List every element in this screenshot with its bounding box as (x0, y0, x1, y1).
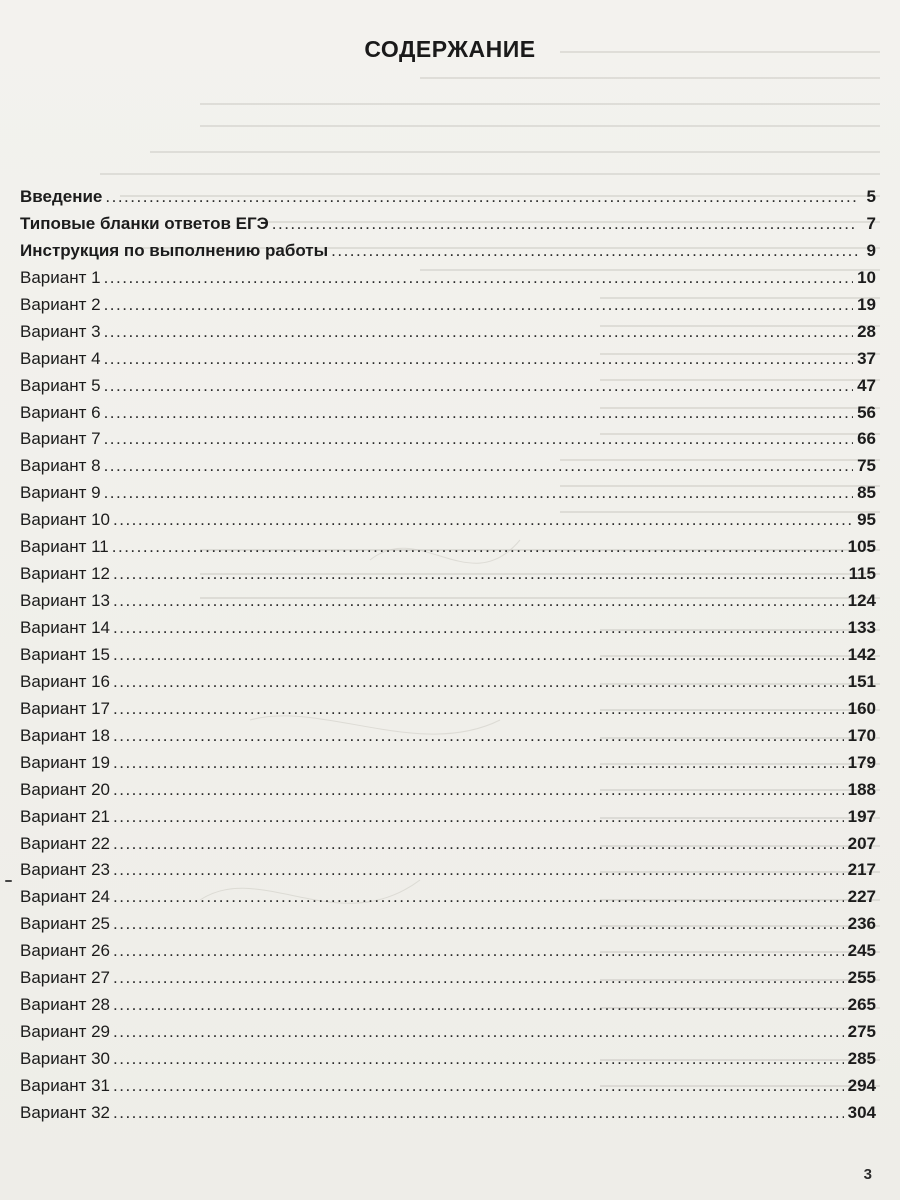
toc-entry-label: Инструкция по выполнению работы (20, 240, 329, 260)
toc-entry (20, 561, 876, 588)
toc-entry-page: 304 (847, 1102, 876, 1122)
toc-entry (20, 696, 876, 723)
dot-leader (113, 857, 844, 884)
toc-entry (20, 992, 876, 1019)
toc-entry-page: 5 (866, 187, 876, 206)
dot-leader (104, 453, 854, 480)
dot-leader (331, 238, 858, 265)
dot-leader (104, 373, 854, 400)
dot-leader (113, 561, 845, 588)
toc-entry (20, 507, 876, 534)
toc-entry-page: 56 (857, 402, 876, 422)
dot-leader (113, 911, 844, 938)
toc-entry-label: Вариант 3 (20, 321, 101, 341)
dot-leader (104, 265, 854, 292)
toc-entry-label: Вариант 6 (20, 402, 101, 422)
toc-entry (20, 884, 876, 911)
toc-entry (20, 480, 876, 507)
dot-leader (104, 319, 854, 346)
dot-leader (113, 1046, 844, 1073)
dot-leader (113, 642, 844, 669)
toc-entry-page: 19 (857, 294, 876, 314)
toc-entry-page: 217 (847, 860, 876, 880)
toc-entry (20, 669, 876, 696)
dot-leader (104, 480, 854, 507)
toc-entry-page: 28 (857, 321, 876, 341)
dot-leader (113, 965, 844, 992)
toc-entry-label: Вариант 9 (20, 483, 101, 503)
toc-entry-page: 124 (847, 591, 876, 611)
dot-leader (112, 534, 844, 561)
toc-entry (20, 723, 876, 750)
toc-entry-page: 227 (847, 887, 876, 907)
toc-entry-page: 133 (847, 618, 876, 637)
toc-entry (20, 1019, 876, 1046)
toc-entry-page: 265 (847, 995, 876, 1015)
toc-entry (20, 265, 876, 292)
toc-entry-label: Вариант 26 (20, 941, 111, 961)
dot-leader (104, 426, 854, 453)
toc-entry-page: 105 (847, 537, 876, 557)
toc-entry (20, 426, 876, 453)
dot-leader (104, 346, 854, 373)
toc-entry (20, 211, 876, 238)
toc-entry-label: Вариант 30 (20, 1049, 111, 1068)
toc-entry-label: Вариант 28 (20, 995, 111, 1015)
toc-entry (20, 1073, 876, 1100)
toc-entry-label: Вариант 1 (20, 267, 101, 287)
toc-entry-page: 188 (847, 779, 876, 799)
toc-entry (20, 911, 876, 938)
toc-entry-page: 207 (847, 833, 876, 853)
page-number: 3 (863, 1166, 872, 1183)
toc-entry (20, 184, 876, 211)
toc-entry-label: Вариант 31 (20, 1075, 111, 1095)
dot-leader (272, 211, 858, 238)
dot-leader (113, 1100, 844, 1127)
toc-entry-page: 142 (847, 644, 876, 664)
toc-entry-page: 179 (847, 752, 876, 772)
page-title: СОДЕРЖАНИЕ (364, 36, 536, 62)
dot-leader (113, 777, 844, 804)
toc-entry-page: 160 (847, 698, 876, 718)
toc-entry-label: Вариант 13 (20, 591, 111, 611)
toc-entry (20, 346, 876, 373)
toc-entry (20, 857, 876, 884)
toc-entry-label: Вариант 25 (20, 914, 111, 934)
toc-entry-label: Вариант 11 (20, 537, 109, 557)
dot-leader (105, 184, 858, 211)
toc-entry-page: 37 (857, 348, 876, 368)
toc-entry (20, 238, 876, 265)
print-speck (5, 880, 12, 882)
toc-entry-label: Вариант 15 (20, 644, 111, 664)
toc-entry (20, 319, 876, 346)
toc-entry-page: 7 (866, 213, 876, 233)
toc-entry-label: Вариант 19 (20, 752, 111, 772)
toc-entry-page: 245 (847, 941, 876, 961)
toc-entry-page: 66 (857, 429, 876, 449)
toc-entry-page: 115 (848, 564, 876, 584)
toc-entry-page: 9 (866, 240, 876, 260)
table-of-contents (20, 184, 876, 1127)
toc-entry-label: Вариант 4 (20, 348, 101, 368)
toc-entry (20, 777, 876, 804)
toc-entry (20, 1100, 876, 1127)
toc-entry-label: Вариант 23 (20, 860, 111, 880)
dot-leader (113, 831, 844, 858)
toc-entry-label: Вариант 27 (20, 968, 111, 988)
toc-entry-page: 285 (847, 1049, 876, 1068)
dot-leader (113, 1073, 844, 1100)
toc-entry (20, 534, 876, 561)
toc-entry-label: Вариант 32 (20, 1102, 111, 1122)
toc-entry-page: 170 (847, 725, 876, 745)
toc-entry (20, 615, 876, 642)
toc-entry-label: Вариант 12 (20, 564, 111, 584)
toc-entry-page: 95 (857, 510, 876, 530)
toc-entry (20, 1046, 876, 1073)
toc-entry-label: Вариант 14 (20, 618, 111, 637)
dot-leader (113, 804, 844, 831)
toc-entry (20, 804, 876, 831)
dot-leader (113, 669, 844, 696)
dot-leader (104, 400, 854, 427)
toc-entry-page: 85 (857, 483, 876, 503)
dot-leader (113, 750, 844, 777)
toc-entry-label: Вариант 21 (20, 806, 111, 826)
toc-entry-label: Вариант 17 (20, 698, 111, 718)
toc-entry-page: 47 (857, 375, 876, 395)
toc-entry-label: Вариант 5 (20, 375, 101, 395)
toc-entry-page: 151 (847, 671, 876, 691)
toc-entry (20, 750, 876, 777)
toc-entry-label: Вариант 20 (20, 779, 111, 799)
toc-entry (20, 938, 876, 965)
dot-leader (113, 1019, 844, 1046)
toc-entry-label: Вариант 8 (20, 456, 101, 476)
toc-entry-page: 275 (847, 1022, 876, 1042)
toc-entry-page: 236 (847, 914, 876, 934)
dot-leader (113, 615, 844, 642)
toc-entry-page: 75 (857, 456, 876, 476)
dot-leader (113, 992, 844, 1019)
toc-entry-label: Вариант 18 (20, 725, 111, 745)
dot-leader (113, 588, 844, 615)
toc-entry-label: Вариант 22 (20, 833, 111, 853)
toc-entry (20, 642, 876, 669)
toc-entry (20, 453, 876, 480)
toc-entry (20, 292, 876, 319)
toc-entry-page: 255 (847, 968, 876, 988)
dot-leader (104, 292, 854, 319)
dot-leader (113, 938, 844, 965)
toc-entry-page: 197 (847, 806, 876, 826)
toc-entry-label: Вариант 2 (20, 294, 101, 314)
toc-entry (20, 831, 876, 858)
toc-entry-page: 10 (857, 267, 876, 287)
toc-entry-label: Типовые бланки ответов ЕГЭ (20, 213, 269, 233)
toc-entry (20, 588, 876, 615)
toc-entry-label: Введение (20, 187, 103, 206)
toc-entry-label: Вариант 16 (20, 671, 111, 691)
toc-entry (20, 373, 876, 400)
toc-entry-page: 294 (847, 1075, 876, 1095)
toc-entry (20, 965, 876, 992)
dot-leader (113, 884, 844, 911)
toc-entry-label: Вариант 24 (20, 887, 111, 907)
dot-leader (113, 723, 844, 750)
dot-leader (113, 507, 853, 534)
toc-entry-label: Вариант 29 (20, 1022, 111, 1042)
toc-entry-label: Вариант 7 (20, 429, 101, 449)
toc-entry (20, 400, 876, 427)
toc-entry-label: Вариант 10 (20, 510, 111, 530)
dot-leader (113, 696, 844, 723)
